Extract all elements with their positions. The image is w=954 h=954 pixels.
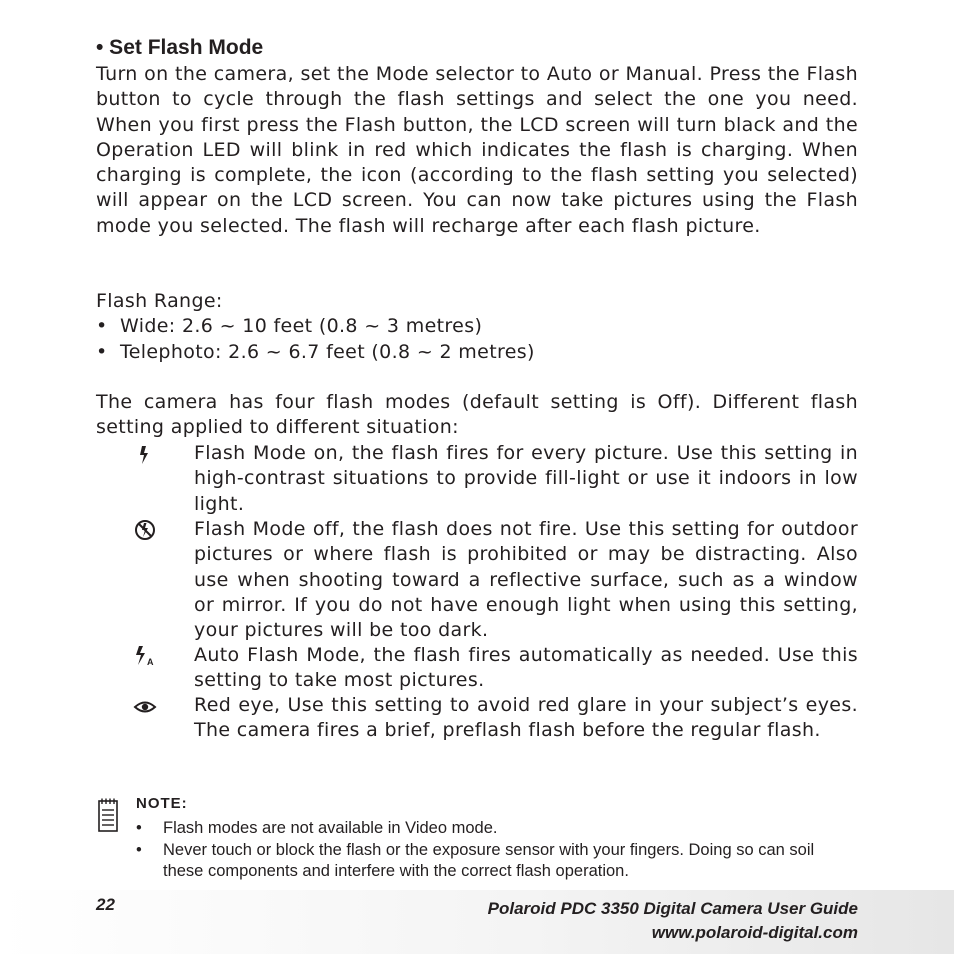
- auto-letter: A: [147, 657, 154, 667]
- footer-guide-title: Polaroid PDC 3350 Digital Camera User Guide: [487, 899, 858, 918]
- notepad-icon: [98, 798, 118, 832]
- red-eye-icon: [133, 695, 157, 719]
- flash-mode-on-description: Flash Mode on, the flash fires for every picture. Use this setting in high-contrast situations to provide fill-light or use it indoors in low light.: [194, 442, 858, 515]
- note-text: Flash modes are not available in Video mode.: [163, 819, 498, 837]
- flash-off-icon: [133, 518, 157, 542]
- flash-modes-intro: The camera has four flash modes (default setting is Off). Different flash setting applied to different situation:: [96, 391, 858, 439]
- bullet: •: [96, 341, 108, 363]
- bullet: •: [96, 315, 108, 337]
- note-title: NOTE:: [136, 795, 188, 812]
- bullet: •: [136, 819, 142, 837]
- flash-range-text: Telephoto: 2.6 ~ 6.7 feet (0.8 ~ 2 metres): [120, 341, 535, 363]
- footer-website[interactable]: www.polaroid-digital.com: [651, 923, 858, 942]
- section-heading: • Set Flash Mode: [96, 36, 264, 59]
- flash-range-label: Flash Range:: [96, 290, 223, 312]
- note-item: [136, 818, 858, 839]
- note-item: [136, 840, 858, 882]
- note-text: Never touch or block the flash or the exposure sensor with your fingers. Doing so can soil these components and interfere with the correct flash operation.: [163, 841, 815, 880]
- flash-auto-icon: [133, 644, 157, 668]
- intro-paragraph: Turn on the camera, set the Mode selector to Auto or Manual. Press the Flash button to cycle through the flash settings and select the one you need. When you first press the Flash button, the LCD screen will turn black and the Operation LED will blink in red which indicates the flash is charging. When charging is complete, the icon (according to the flash setting you selected) will appear on the LCD screen. You can now take pictures using the Flash mode you selected. The flash will recharge after each flash picture.: [96, 63, 858, 237]
- red-eye-description: Red eye, Use this setting to avoid red glare in your subject’s eyes. The camera fires a brief, preflash flash before the regular flash.: [194, 694, 858, 742]
- flash-on-icon: [133, 443, 157, 467]
- page-number: 22: [96, 895, 115, 914]
- flash-mode-auto-description: Auto Flash Mode, the flash fires automatically as needed. Use this setting to take most pictures.: [194, 644, 858, 692]
- bullet: •: [136, 841, 142, 859]
- flash-range-text: Wide: 2.6 ~ 10 feet (0.8 ~ 3 metres): [120, 315, 483, 337]
- flash-mode-off-description: Flash Mode off, the flash does not fire. Use this setting for outdoor pictures or where flash is prohibited or may be distracting. Also use when shooting toward a reflective surface, such as a window or mirror. If you do not have enough light when using this setting, your pictures will be too dark.: [194, 518, 858, 642]
